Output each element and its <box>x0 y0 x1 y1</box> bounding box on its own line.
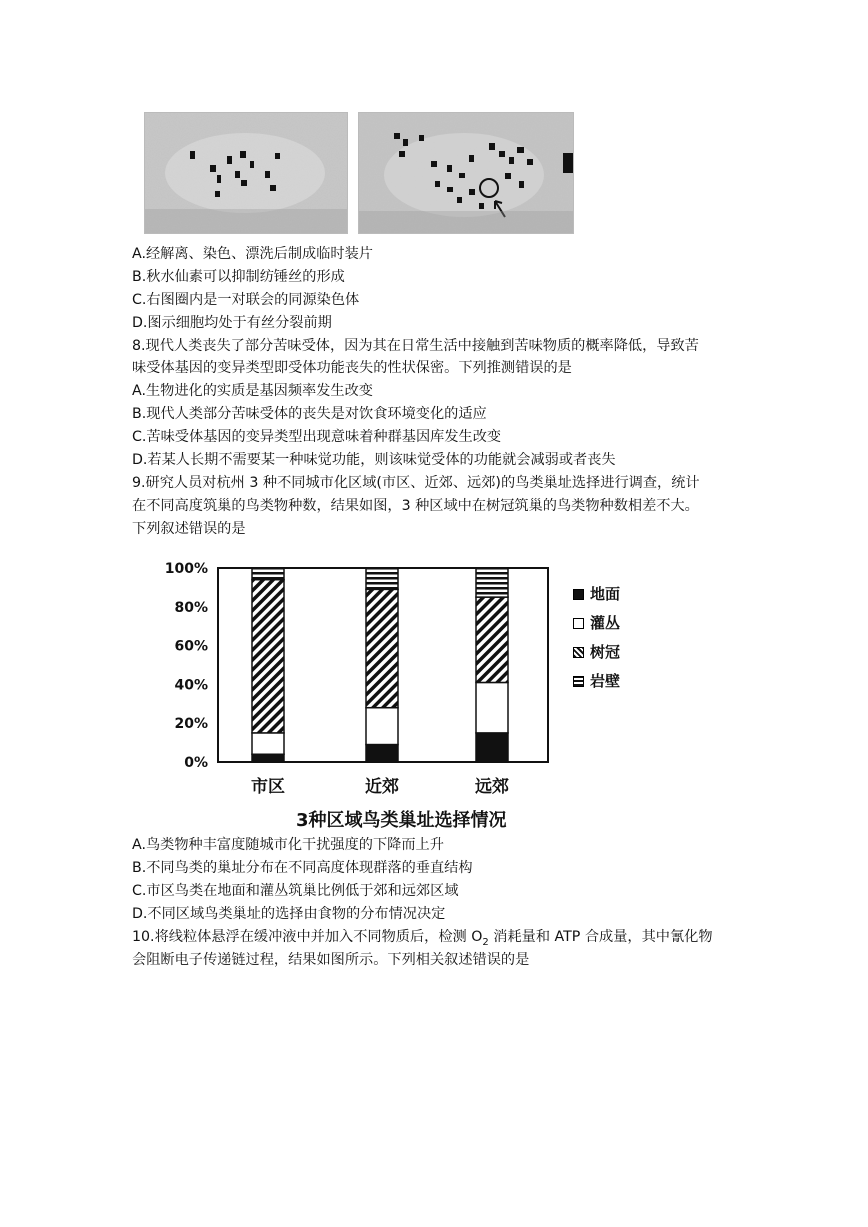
q8-option-d: D.若某人长期不需要某一种味觉功能，则该味觉受体的功能就会减弱或者丧失 <box>132 452 616 468</box>
y-tick-label: 60% <box>174 638 208 655</box>
q8-option-b: B.现代人类部分苦味受体的丧失是对饮食环境变化的适应 <box>132 406 487 422</box>
bar-segment <box>476 597 508 682</box>
micrograph-right <box>358 112 574 234</box>
bar-segment <box>366 568 398 589</box>
q7-option-b: B.秋水仙素可以抑制纺锤丝的形成 <box>132 269 345 285</box>
legend-swatch-ground <box>573 589 584 600</box>
x-tick-label: 市区 <box>251 777 285 797</box>
legend-item-shrub: 灌丛 <box>573 612 620 633</box>
y-tick-label: 40% <box>174 677 208 694</box>
bar-segment <box>476 568 508 597</box>
bar-segment <box>476 682 508 732</box>
q8-option-c: C.苦味受体基因的变异类型出现意味着种群基因库发生改变 <box>132 429 502 445</box>
q7-option-c: C.右图圈内是一对联会的同源染色体 <box>132 292 360 308</box>
y-tick-label: 100% <box>164 561 208 577</box>
q9-option-a: A.鸟类物种丰富度随城市化干扰强度的下降而上升 <box>132 837 444 853</box>
q9-stem-line3: 下列叙述错误的是 <box>132 521 246 537</box>
bar-segment <box>252 580 284 733</box>
q9-stem-line2: 在不同高度筑巢的鸟类物种数，结果如图，3 种区域中在树冠筑巢的鸟类物种数相差不大。 <box>132 498 699 514</box>
bar-segment <box>252 754 284 762</box>
q10-stem-line1: 10.将线粒体悬浮在缓冲液中并加入不同物质后，检测 $O_2$ 消耗量和 ATP 合成量，其中氰化物 <box>132 929 713 948</box>
legend-swatch-shrub <box>573 618 584 629</box>
legend-swatch-cliff <box>573 676 584 687</box>
q9-stem-line1: 9.研究人员对杭州 3 种不同城市化区域(市区、近郊、远郊)的鸟类巢址选择进行调查，统计 <box>132 475 700 491</box>
bar-segment <box>366 745 398 762</box>
q8-stem-line2: 味受体基因的变异类型即受体功能丧失的性状保密。下列推测错误的是 <box>132 360 572 376</box>
x-tick-label: 远郊 <box>475 777 509 797</box>
q9-option-c: C.市区鸟类在地面和灌丛筑巢比例低于郊和远郊区域 <box>132 883 459 899</box>
legend-swatch-canopy <box>573 647 584 658</box>
bar-segment <box>366 708 398 745</box>
y-tick-label: 80% <box>174 599 208 616</box>
q7-option-d: D.图示细胞均处于有丝分裂前期 <box>132 315 332 331</box>
bar-segment <box>252 733 284 754</box>
q8-option-a: A.生物进化的实质是基因频率发生改变 <box>132 383 373 399</box>
q10-stem-line2: 会阻断电子传递链过程，结果如图所示。下列相关叙述错误的是 <box>132 952 530 968</box>
bar-segment <box>366 589 398 707</box>
legend-item-cliff: 岩壁 <box>573 670 620 691</box>
q9-option-b: B.不同鸟类的巢址分布在不同高度体现群落的垂直结构 <box>132 860 473 876</box>
chart-title: 3种区域鸟类巢址选择情况 <box>296 810 507 831</box>
legend-item-canopy: 树冠 <box>573 641 620 662</box>
y-tick-label: 20% <box>174 716 208 733</box>
legend-item-ground: 地面 <box>573 583 620 604</box>
bar-segment <box>476 733 508 762</box>
micrograph-left <box>144 112 348 234</box>
nest-site-chart <box>150 552 570 804</box>
chart-bars <box>252 568 508 762</box>
bar-segment <box>252 568 284 580</box>
x-tick-label: 近郊 <box>365 777 399 797</box>
q8-stem-line1: 8.现代人类丧失了部分苦味受体，因为其在日常生活中接触到苦味物质的概率降低，导致苦 <box>132 338 699 354</box>
q9-option-d: D.不同区域鸟类巢址的选择由食物的分布情况决定 <box>132 906 446 922</box>
y-tick-label: 0% <box>184 755 208 771</box>
q7-option-a: A.经解离、染色、漂洗后制成临时装片 <box>132 246 373 262</box>
